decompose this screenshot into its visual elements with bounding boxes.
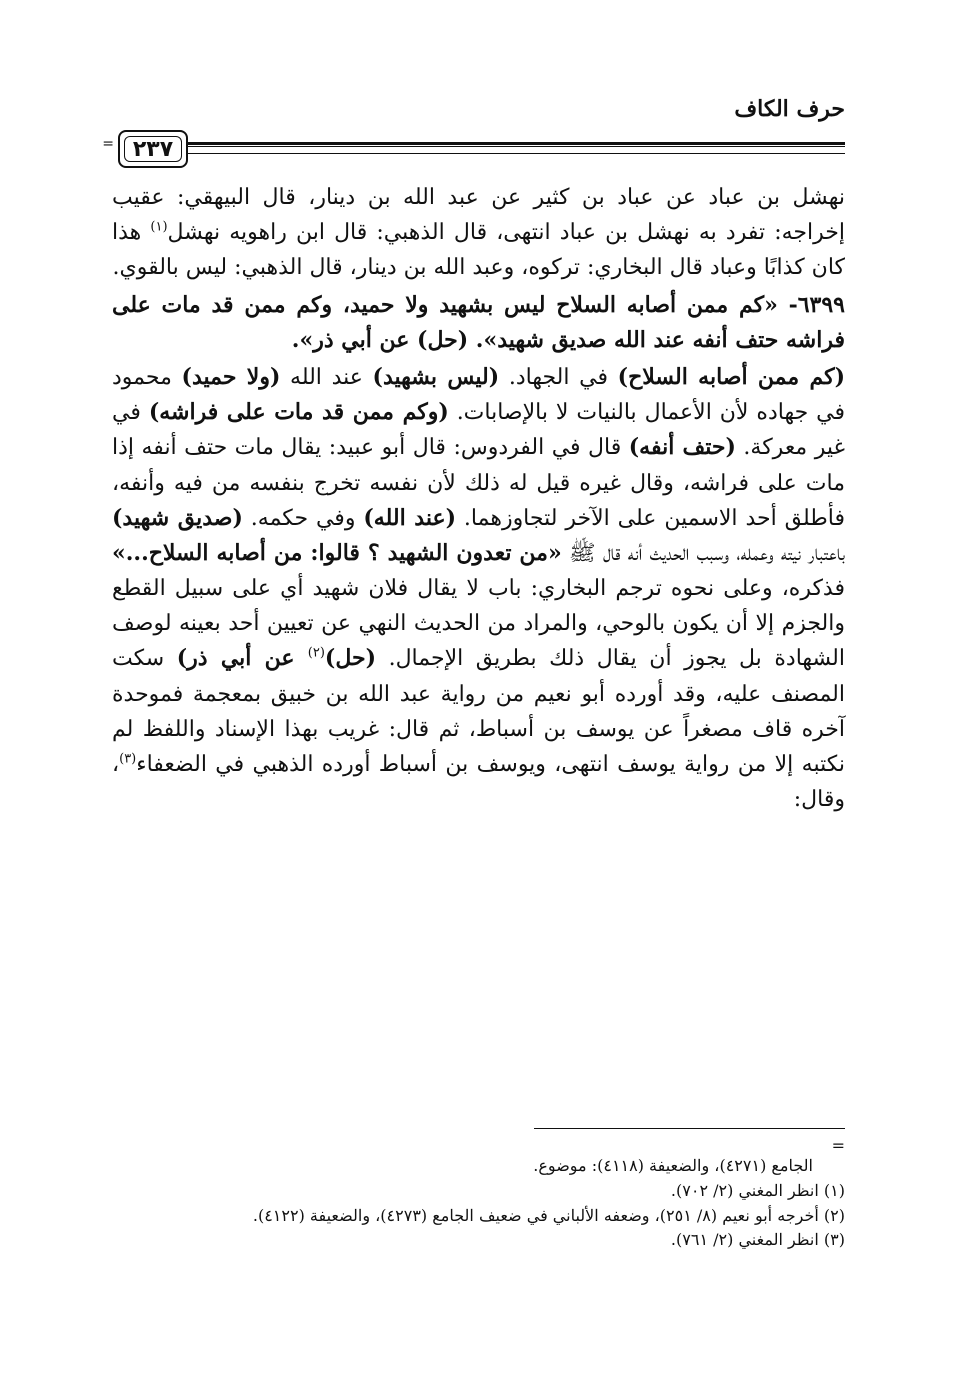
bold-phrase: عن أبي ذر) [176, 645, 308, 672]
footnote-reference: (٣) [119, 751, 137, 767]
bold-phrase: (وكم ممن قد مات على فراشه) [148, 399, 449, 426]
footnote-separator [534, 1128, 845, 1129]
bold-phrase: (كم ممن أصابه السلاح) [617, 363, 846, 390]
footnote-reference: (١) [150, 219, 168, 235]
bold-phrase: (ولا حميد) [181, 363, 281, 390]
commentary-text: قال في الفردوس: قال أبو عبيد: يقال مات حتف أنفه إذا مات على فراشه، وقال غيره قيل له ذلك لأن نفسه تخرج بنفسه من فيه وأنفه، فأطلق أحد الاسمين على الآخر لتجاوزهما. [112, 435, 846, 531]
commentary-text: في غير معركة. [112, 400, 845, 461]
commentary-text: في الجهاد. [499, 364, 618, 390]
main-text [112, 180, 845, 819]
hadith-entry: ٦٣٩٩- «كم ممن أصابه السلاح ليس بشهيد ولا حميد، وكم ممن قد مات على فراشه حتف أنفه عند الله صديق شهيد». (حل) عن أبي ذر». [112, 291, 845, 353]
footnote-item: (١) انظر المغني (٢/ ٧٠٢). [670, 1180, 845, 1200]
footnote-item: (٣) انظر المغني (٢/ ٧٦١). [670, 1230, 845, 1250]
bold-phrase: (صديق شهيد) [112, 504, 243, 531]
commentary-text: محمود في جهاده لأن الأعمال بالنيات لا بالإصابات. [112, 364, 845, 426]
footnote-continuation-mark: = [831, 1136, 845, 1155]
footnotes [112, 1154, 845, 1253]
bold-phrase: «من تعدون الشهيد ؟ قالوا: من أصابه السلاح...» [112, 539, 562, 566]
commentary-text: وفي حكمه. [242, 505, 364, 531]
bold-phrase: (ليس بشهيد) [372, 363, 500, 390]
bold-phrase: (حتف أنفه) [628, 434, 736, 461]
header-double-rule [188, 142, 845, 154]
commentary-text: فذكره، وعلى نحوه ترجم البخاري: باب لا يقال فلان شهيد أي على سبيل القطع والجزم إلا أن يكون بالوحي، والمراد من الحديث النهي عن تعيين أحد بعينه لوصف الشهادة بل يجوز أن يقال ذلك بطريق الإجمال. [112, 576, 845, 672]
footnote-item: (٢) أخرجه أبو نعيم (٨/ ٢٥١)، وضعفه الألباني في ضعيف الجامع (٤٢٧٣)، والضعيفة (٤١٢٢). [252, 1205, 845, 1225]
footnote-reference: (٢) [307, 646, 325, 662]
commentary-text: سكت المصنف عليه، وقد أورده أبو نعيم من رواية عبد الله بن خبيق بمعجمة فموحدة آخره قاف مصغراً عن يوسف بن أسباط، ثم قال: غريب بهذا الإسناد واللفظ لم نكتبه إلا من رواية يوسف انتهى، ويوسف بن أسباط أورده الذهبي في الضعفاء [112, 646, 845, 777]
page-number-marker: = [102, 136, 114, 152]
bold-phrase: (حل) [324, 645, 376, 672]
chapter-title: حرف الكاف [734, 96, 845, 122]
page-number-frame [118, 130, 188, 168]
header-inner-rule [188, 146, 845, 147]
continued-paragraph [112, 180, 845, 286]
bold-phrase: (عند الله) [363, 504, 456, 531]
page-number: ٢٣٧ [124, 136, 182, 162]
commentary-text: عند الله [280, 364, 373, 390]
paragraph-text: هذا كان كذابًا وعباد قال البخاري: تركوه، وعبد الله بن دينار، قال الذهبي: ليس بالقوي. [112, 220, 845, 281]
paragraph-text: نهشل بن عباد عن عباد بن كثير عن عبد الله بن دينار، قال البيهقي: عقيب إخراجه: تفرد به نهشل بن عباد انتهى، قال الذهبي: قال ابن راهويه نهشل [112, 185, 845, 246]
commentary-text: ، وقال: [112, 752, 845, 813]
commentary-paragraph [112, 360, 845, 817]
footnote-continued: الجامع (٤٢٧١)، والضعيفة (٤١١٨): موضوع. [533, 1156, 813, 1175]
commentary-text: باعتبار نيته وعمله، وسبب الحديث أنه قال ﷺ [561, 540, 845, 566]
